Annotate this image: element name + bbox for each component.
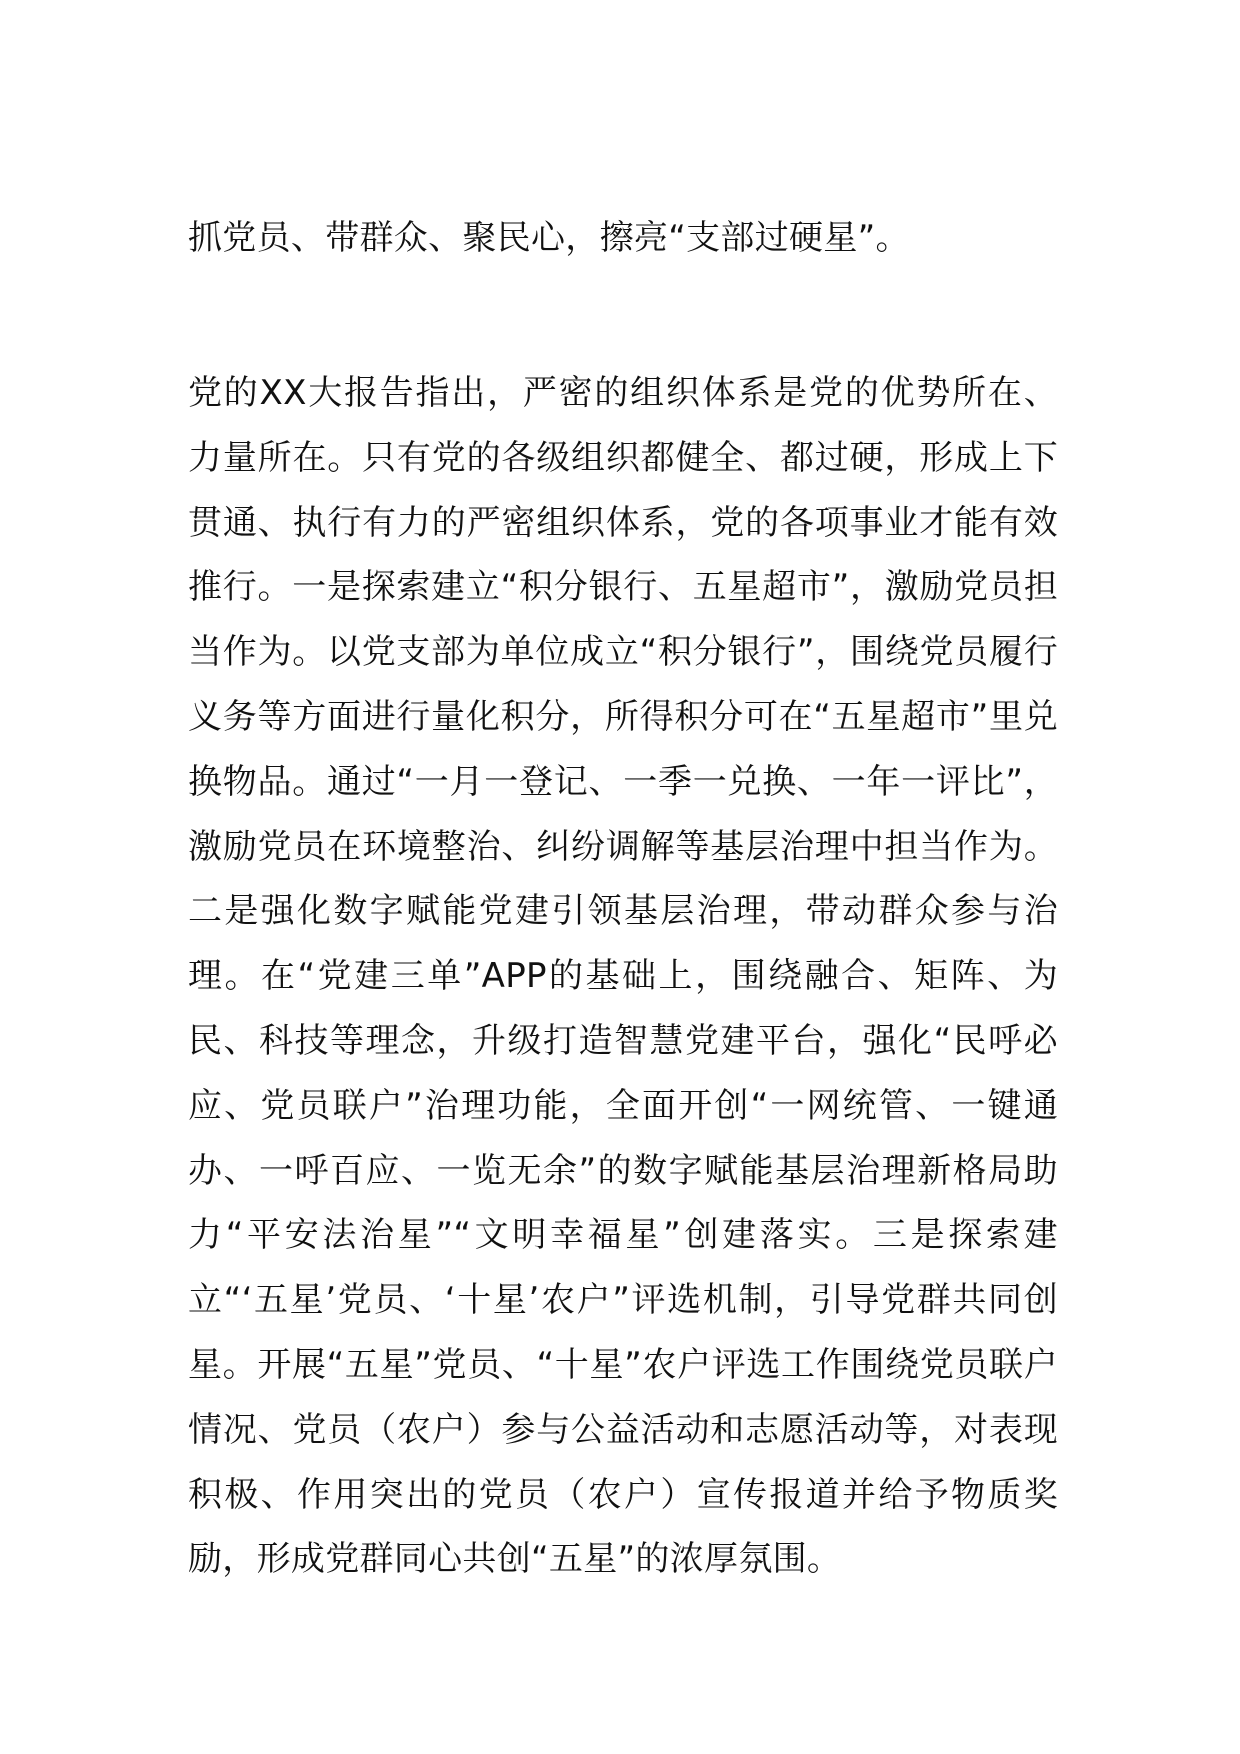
heading-line: 抓党员、带群众、聚民心，擦亮“支部过硬星”。 — [188, 218, 910, 258]
body-paragraph: 党的XX大报告指出，严密的组织体系是党的优势所在、力量所在。只有党的各级组织都健全、都过硬，形成上下贯通、执行有力的严密组织体系，党的各项事业才能有效推行。一是探索建立“积分银行、五星超市”，激励党员担当作为。以党支部为单位成立“积分银行”，围绕党员履行义务等方面进行量化积分，所得积分可在“五星超市”里兑换物品。通过“一月一登记、一季一兑换、一年一评比”，激励党员在环境整治、纠纷调解等基层治理中担当作为。二是强化数字赋能党建引领基层治理，带动群众参与治理。在“党建三单”APP的基础上，围绕融合、矩阵、为民、科技等理念，升级打造智慧党建平台，强化“民呼必应、党员联户”治理功能，全面开创“一网统管、一键通办、一呼百应、一览无余”的数字赋能基层治理新格局助力“平安法治星”“文明幸福星”创建落实。三是探索建立“‘五星’党员、‘十星’农户”评选机制，引导党群共同创星。开展“五星”党员、“十星”农户评选工作围绕党员联户情况、党员（农户）参与公益活动和志愿活动等，对表现积极、作用突出的党员（农户）宣传报道并给予物质奖励，形成党群同心共创“五星”的浓厚氛围。 — [188, 373, 1058, 1580]
